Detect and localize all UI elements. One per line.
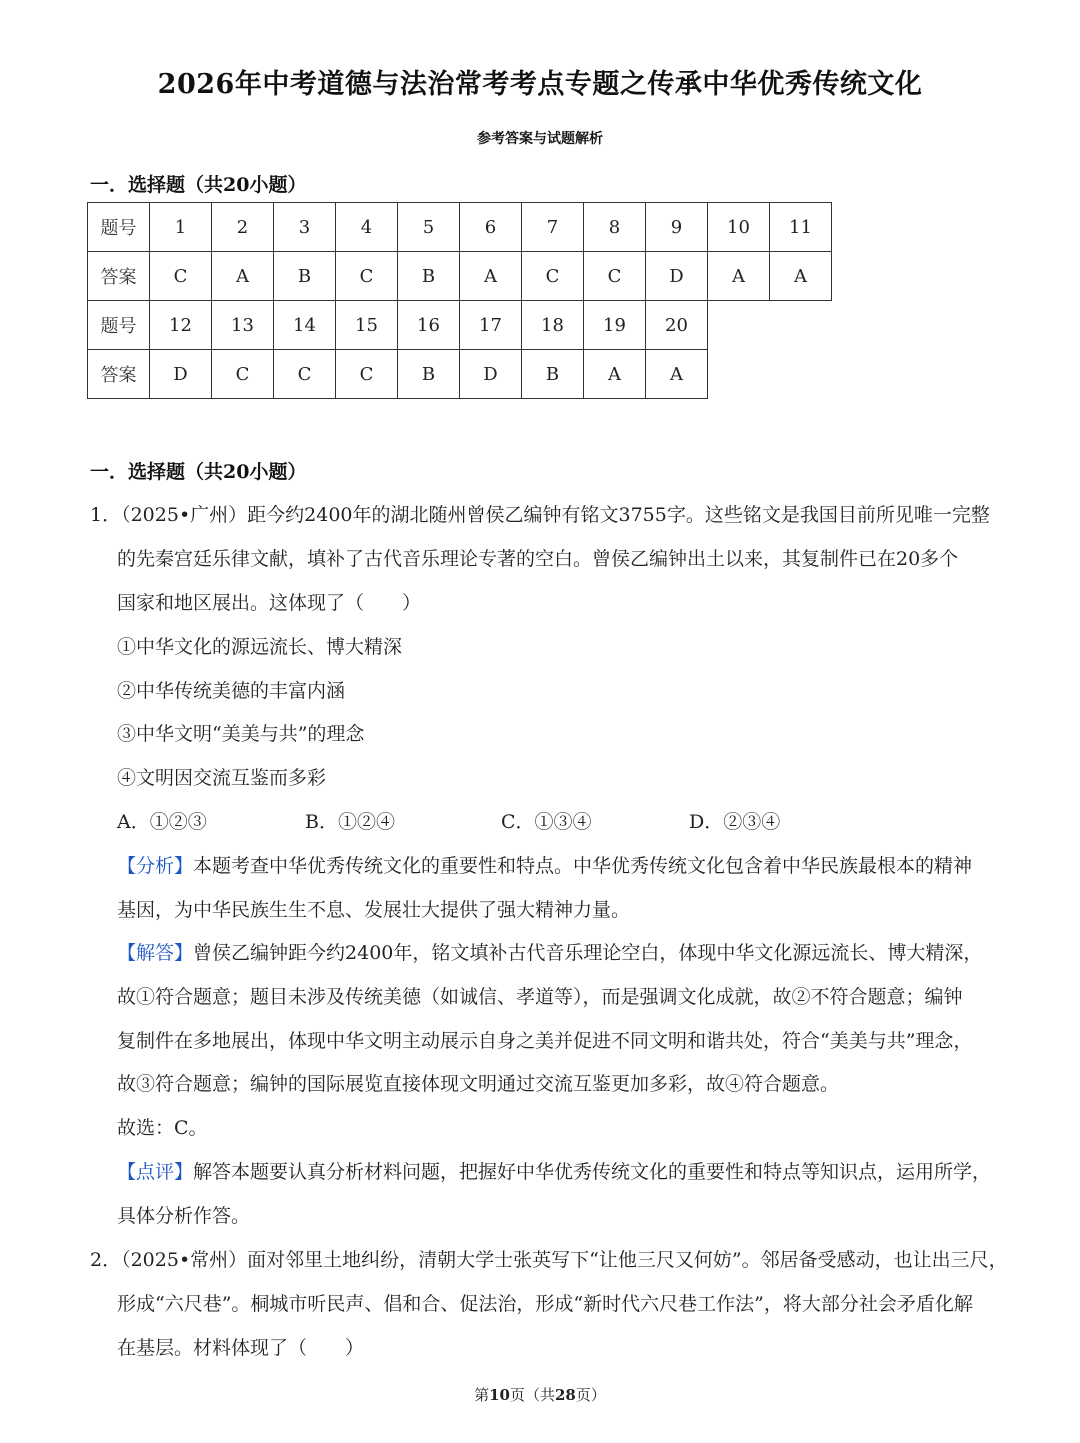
question-number-cell: 17 (460, 301, 522, 350)
question-number-row (88, 203, 832, 252)
q1-answer-line-2: 故①符合题意；题目未涉及传统美德（如诚信、孝道等），而是强调文化成就，故②不符合题意；编钟 (117, 986, 963, 1008)
answer-cell: C (150, 252, 212, 301)
question-number-cell: 9 (646, 203, 708, 252)
empty-cell (770, 350, 832, 399)
question-number-cell: 2 (212, 203, 274, 252)
question-number-cell: 7 (522, 203, 584, 252)
answer-cell: C (522, 252, 584, 301)
empty-cell (708, 350, 770, 399)
question-number-cell: 5 (398, 203, 460, 252)
q1-item-2: ②中华传统美德的丰富内涵 (117, 680, 346, 702)
section-heading: 一．选择题（共20小题） (90, 174, 307, 196)
q1-item-1: ①中华文化的源远流长、博大精深 (117, 636, 403, 658)
comment-text-1: 解答本题要认真分析材料问题，把握好中华优秀传统文化的重要性和特点等知识点，运用所学， (193, 1161, 992, 1183)
answer-cell: A (646, 350, 708, 399)
q1-answer-line-4: 故③符合题意；编钟的国际展览直接体现文明通过交流互鉴更加多彩，故④符合题意。 (117, 1073, 840, 1095)
q1-comment-line-2: 具体分析作答。 (117, 1205, 251, 1227)
q1-item-3: ③中华文明“美美与共”的理念 (117, 723, 365, 745)
q2-stem-line-1: 2．（2025•常州）面对邻里土地纠纷，清朝大学士张英写下“让他三尺又何妨”。邻居备受感动，也让出三尺， (90, 1249, 1008, 1271)
analysis-text-1: 本题考查中华优秀传统文化的重要性和特点。中华优秀传统文化包含着中华民族最根本的精神 (193, 855, 973, 877)
comment-tag: 【点评】 (117, 1161, 194, 1183)
footer-total-pages: 28 (555, 1386, 576, 1404)
q1-comment-line-1 (117, 1157, 991, 1184)
page-title: 2026年中考道德与法治常考考点专题之传承中华优秀传统文化 (157, 69, 923, 100)
row-label-question: 题号 (88, 301, 150, 350)
section-heading-2: 一．选择题（共20小题） (90, 461, 307, 483)
question-number-cell: 13 (212, 301, 274, 350)
question-number-cell: 19 (584, 301, 646, 350)
q1-option-d: D．②③④ (689, 811, 781, 833)
question-number-cell: 16 (398, 301, 460, 350)
row-label-answer: 答案 (88, 252, 150, 301)
page-subtitle: 参考答案与试题解析 (477, 131, 603, 147)
question-number-cell: 18 (522, 301, 584, 350)
answer-tag: 【解答】 (117, 942, 194, 964)
question-number-cell: 1 (150, 203, 212, 252)
answer-cell: C (584, 252, 646, 301)
footer-prefix: 第 (474, 1386, 490, 1404)
answer-text-1: 曾侯乙编钟距今约2400年，铭文填补古代音乐理论空白，体现中华文化源远流长、博大精深， (193, 942, 983, 964)
answer-cell: A (708, 252, 770, 301)
question-number-cell: 15 (336, 301, 398, 350)
q1-option-b: B．①②④ (305, 811, 395, 833)
answer-row (88, 350, 832, 399)
answer-cell: B (522, 350, 584, 399)
q2-stem-line-3: 在基层。材料体现了（ ） (117, 1337, 365, 1359)
answer-cell: D (460, 350, 522, 399)
q1-stem-line-2: 的先秦宫廷乐律文献，填补了古代音乐理论专著的空白。曾侯乙编钟出土以来，其复制件已在20多个 (117, 548, 959, 570)
question-number-cell: 20 (646, 301, 708, 350)
question-number-cell: 4 (336, 203, 398, 252)
q1-analysis-line-2: 基因，为中华民族生生不息、发展壮大提供了强大精神力量。 (117, 899, 631, 921)
row-label-answer: 答案 (88, 350, 150, 399)
question-number-cell: 6 (460, 203, 522, 252)
empty-cell (770, 301, 832, 350)
empty-cell (708, 301, 770, 350)
question-number-row (88, 301, 832, 350)
answer-cell: B (398, 252, 460, 301)
q1-analysis-line-1 (117, 851, 972, 878)
footer-suffix: 页） (575, 1386, 606, 1404)
answer-table (87, 202, 832, 399)
q1-choice: 故选：C。 (117, 1117, 208, 1139)
answer-cell: C (336, 350, 398, 399)
answer-cell: C (274, 350, 336, 399)
answer-cell: A (770, 252, 832, 301)
analysis-tag: 【分析】 (117, 855, 194, 877)
q1-item-4: ④文明因交流互鉴而多彩 (117, 767, 327, 789)
answer-cell: D (646, 252, 708, 301)
q1-answer-line-3: 复制件在多地展出，体现中华文明主动展示自身之美并促进不同文明和谐共处，符合“美美与共”理念， (117, 1030, 973, 1052)
footer-page-number: 10 (489, 1386, 510, 1404)
footer-mid: 页（共 (509, 1386, 555, 1404)
answer-cell: A (460, 252, 522, 301)
answer-row (88, 252, 832, 301)
answer-cell: A (212, 252, 274, 301)
q1-stem-line-3: 国家和地区展出。这体现了（ ） (117, 592, 422, 614)
q1-option-a: A．①②③ (117, 811, 207, 833)
answer-cell: B (274, 252, 336, 301)
question-number-cell: 11 (770, 203, 832, 252)
question-number-cell: 10 (708, 203, 770, 252)
row-label-question: 题号 (88, 203, 150, 252)
answer-cell: C (336, 252, 398, 301)
answer-cell: B (398, 350, 460, 399)
answer-cell: D (150, 350, 212, 399)
answer-cell: A (584, 350, 646, 399)
q1-answer-line-1 (117, 938, 982, 965)
question-number-cell: 12 (150, 301, 212, 350)
question-number-cell: 14 (274, 301, 336, 350)
question-number-cell: 3 (274, 203, 336, 252)
answer-cell: C (212, 350, 274, 399)
page-footer (0, 1384, 1080, 1405)
q2-stem-line-2: 形成“六尺巷”。桐城市听民声、倡和合、促法治，形成“新时代六尺巷工作法”，将大部分社会矛盾化解 (117, 1293, 973, 1315)
q1-option-c: C．①③④ (501, 811, 592, 833)
question-number-cell: 8 (584, 203, 646, 252)
q1-stem-line-1: 1．（2025•广州）距今约2400年的湖北随州曾侯乙编钟有铭文3755字。这些铭文是我国目前所见唯一完整 (90, 504, 990, 526)
